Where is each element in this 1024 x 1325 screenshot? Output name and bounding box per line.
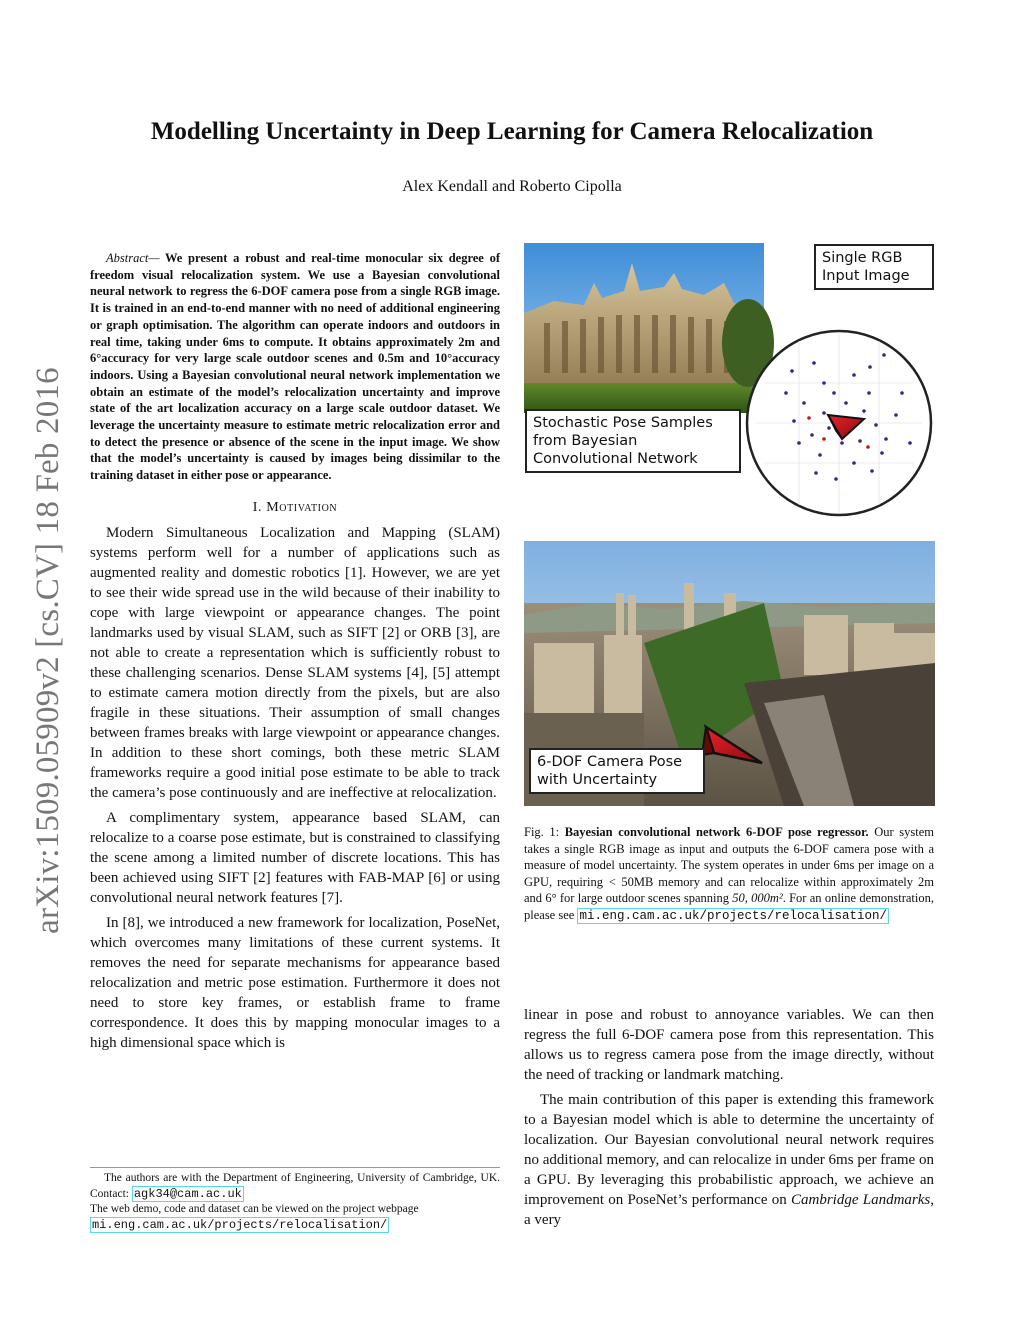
camera-pose-label: 6-DOF Camera Pose with Uncertainty (529, 748, 705, 794)
footnote (90, 1167, 500, 1233)
paragraph-1: Modern Simultaneous Localization and Mapping (SLAM) systems perform well for a number of applications such as augmented reality and domestic robotics [1]. However, we are yet to see their wide spread use in the wild because of their inability to cope with large viewpoint or appearance changes. The point landmarks used by visual SLAM, such as SIFT [2] or ORB [3], are not able to create a representation which is sufficiently robust to these challenging scenarios. Dense SLAM systems [4], [5] attempt to estimate camera motion directly from the pixels, but are also fragile in these situations. Their assumption of small changes between frames breaks with large viewpoint or appearance changes. In addition to these short comings, both these metric SLAM frameworks require a good initial pose estimate to be able to track the camera’s pose continuously and are ineffective at relocalization. (90, 524, 500, 801)
caption-accuracy-degrees: 6° (545, 891, 557, 905)
caption-fig-number: Fig. 1: (524, 825, 565, 839)
abstract-label: Abstract (106, 251, 149, 265)
caption-text-4: for large outdoor scenes spanning (556, 891, 733, 905)
left-column (90, 250, 500, 1058)
caption-area: 50, 000m² (732, 891, 783, 905)
caption-title: Bayesian convolutional network 6-DOF pose regressor. (564, 825, 869, 839)
caption-text-1: Our system takes a single RGB image as input and outputs the 6-DOF camera pose with a measure of model uncertainty. The system operates in under 6ms per image on a GPU, requiring (524, 825, 935, 889)
paragraph-5-tail: , a very (524, 1192, 935, 1228)
project-url-link[interactable]: mi.eng.cam.ac.uk/projects/relocalisation/ (92, 1217, 388, 1232)
section-name: Motivation (266, 499, 338, 515)
paragraph-5-text: The main contribution of this paper is extending this framework to a Bayesian model which is able to determine the uncertainty of localization. Our Bayesian convolutional neural network requires no additional memory, and can relocalize in under 6ms per frame on a GPU. By leveraging this probabilistic approach, we achieve an improvement on PoseNet’s performance on (524, 1092, 934, 1208)
paper-authors: Alex Kendall and Roberto Cipolla (402, 178, 622, 195)
figure-caption (524, 824, 934, 924)
figure-illustration (524, 243, 935, 806)
figure-1 (524, 243, 935, 806)
caption-accuracy-meters: 2m (918, 874, 935, 889)
section-numeral: I. (252, 499, 263, 515)
input-image-label: Single RGB Input Image (814, 244, 934, 290)
paragraph-3: In [8], we introduced a new framework for localization, PoseNet, which overcomes many limitations of these current systems. It removes the need for separate mechanisms for appearance based relocalization and metric pose estimation. Furthermore it does not need to store key frames, or establish frame to frame correspondence. It does this by mapping monocular images to a high dimensional space which is (90, 914, 500, 1051)
email-link[interactable]: agk34@cam.ac.uk (133, 1186, 242, 1201)
caption-text-5: . For an online demonstration, please see (524, 891, 934, 922)
abstract (90, 250, 500, 484)
arxiv-stamp (28, 355, 68, 945)
right-column (524, 1005, 934, 1235)
caption-text-3: and (524, 891, 546, 905)
paragraph-4: linear in pose and robust to annoyance variables. We can then regress the full 6-DOF camera pose from this representation. This allows us to regress camera pose from the image directly, without the need of tracking or landmark matching. (524, 1007, 934, 1083)
section-heading (90, 500, 500, 516)
caption-url-link[interactable]: mi.eng.cam.ac.uk/projects/relocalisation/ (579, 908, 888, 923)
abstract-dash: — (148, 251, 160, 265)
input-image-photo (524, 243, 774, 413)
paragraph-2: A complimentary system, appearance based SLAM, can relocalize to a coarse pose estimate, but is constrained to classifying the scene among a limited number of discrete locations. This has been achieved using SIFT [2] features with FAB-MAP [6] or using convolutional neural network features [7]. (90, 809, 500, 906)
dataset-name: Cambridge Landmarks (791, 1192, 931, 1208)
caption-text-2: 50MB memory and can relocalize within approximately (616, 874, 919, 889)
pose-samples-label: Stochastic Pose Samples from Bayesian Convolutional Network (525, 409, 741, 473)
caption-less-than: < (607, 874, 617, 889)
footnote-webpage: The web demo, code and dataset can be viewed on the project webpage (90, 1203, 419, 1215)
paragraph-5 (524, 1090, 934, 1230)
footnote-affiliation-text: The authors are with the Department of Engineering, University of Cambridge, UK. Contact: (90, 1172, 500, 1200)
paper-title: Modelling Uncertainty in Deep Learning for Camera Relocalization (150, 118, 874, 145)
pose-samples-sphere (747, 331, 931, 515)
footnote-affiliation (90, 1171, 500, 1202)
abstract-text: We present a robust and real-time monocular six degree of freedom visual relocalization system. We use a Bayesian convolutional neural network to regress the 6-DOF camera pose from a single RGB image. It is trained in an end-to-end manner with no need of additional engineering or graph optimisation. The algorithm can operate indoors and outdoors in real time, taking under 6ms to compute. It obtains approximately 2m and 6°accuracy for very large scale outdoor scenes and 0.5m and 10°accuracy indoors. Using a Bayesian convolutional neural network implementation we obtain an estimate of the model’s relocalization uncertainty and improve state of the art localization accuracy on a large scale outdoor dataset. We leverage the uncertainty measure to estimate metric relocalization error and to detect the presence or absence of the scene in the input image. We show that the model’s uncertainty is caused by images being dissimilar to the training dataset in either pose or appearance. (90, 251, 500, 483)
arxiv-id: arXiv:1509.05909v2 [cs.CV] 18 Feb 2016 (29, 366, 66, 934)
